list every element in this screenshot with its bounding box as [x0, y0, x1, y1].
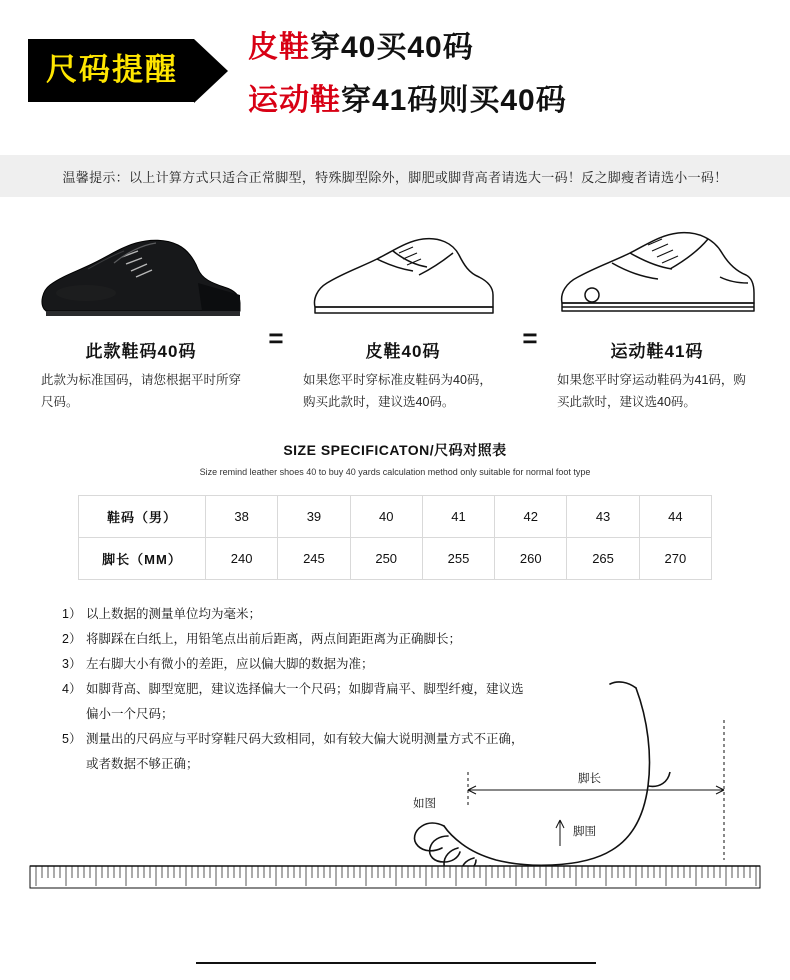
note-number: 4） — [62, 681, 82, 696]
leather-shoe-outline-icon — [296, 215, 510, 325]
headline-sport — [248, 75, 567, 119]
spec-subtitle: Size remind leather shoes 40 to buy 40 yards calculation method only suitable for normal foot type — [199, 466, 591, 477]
foot-diagram-label-length: 脚长 — [578, 773, 601, 785]
size-reminder-tag-label: 尺码提醒 — [28, 39, 194, 101]
note-number: 3） — [62, 656, 82, 671]
size-reminder-tag — [28, 39, 194, 101]
note-text: 测量出的尺码应与平时穿鞋尺码大致相同，如有较大偏大说明测量方式不正确， — [86, 731, 524, 746]
table-row — [79, 495, 712, 537]
header-banner — [0, 0, 790, 155]
table-cell: 44 — [639, 495, 711, 537]
note-number: 2） — [62, 631, 82, 646]
size-table — [78, 495, 712, 580]
note-text: 将脚踩在白纸上，用铅笔点出前后距离，两点间距距离为正确脚长； — [86, 631, 462, 646]
tag-arrow-icon — [194, 39, 228, 103]
note-item — [62, 627, 790, 652]
headline-sport-black: 穿41码则买40码 — [341, 84, 567, 117]
headline-sport-red: 运动鞋 — [248, 84, 341, 117]
table-cell: 270 — [639, 537, 711, 579]
table-cell: 245 — [278, 537, 350, 579]
table-cell: 250 — [350, 537, 422, 579]
table-cell: 41 — [422, 495, 494, 537]
note-text: 左右脚大小有微小的差距，应以偏大脚的数据为准； — [86, 656, 374, 671]
table-cell: 240 — [206, 537, 278, 579]
foot-diagram-label-width: 脚围 — [573, 826, 596, 838]
table-cell: 42 — [495, 495, 567, 537]
warm-tip-strip: 温馨提示：以上计算方式只适合正常脚型，特殊脚型除外，脚肥或脚背高者请选大一码！反之脚瘦者请选小一码！ — [0, 155, 790, 197]
table-row-header: 脚长（MM） — [79, 537, 206, 579]
note-number: 1） — [62, 606, 82, 621]
comparison-desc-this-shoe: 此款为标准国码，请您根据平时所穿尺码。 — [41, 373, 242, 409]
table-cell: 265 — [567, 537, 639, 579]
note-subtext: 偏小一个尺码； — [86, 706, 174, 721]
note-number: 5） — [62, 731, 82, 746]
note-subtext: 或者数据不够正确； — [86, 756, 199, 771]
comparison-desc-sport: 如果您平时穿运动鞋码为41码，购买此款时，建议选40码。 — [557, 373, 746, 409]
size-table-wrap — [0, 477, 790, 580]
bottom-divider — [196, 962, 596, 964]
note-item — [62, 602, 790, 627]
headline-leather — [248, 22, 567, 66]
headline-leather-red: 皮鞋 — [248, 31, 310, 64]
table-cell: 43 — [567, 495, 639, 537]
note-item — [62, 677, 790, 702]
foot-diagram-label-ruler: 如图 — [413, 798, 436, 810]
headline-group — [248, 22, 567, 119]
table-cell: 39 — [278, 495, 350, 537]
comparison-column-leather — [296, 215, 510, 414]
note-item — [62, 727, 790, 752]
comparison-column-this-shoe — [26, 215, 256, 414]
equals-sign-2: = — [522, 323, 538, 353]
table-cell: 260 — [495, 537, 567, 579]
comparison-caption-sport: 运动鞋41码 — [610, 342, 704, 361]
spec-title: SIZE SPECIFICATON/尺码对照表 — [283, 441, 507, 458]
dress-shoe-photo-icon — [26, 215, 256, 325]
measurement-notes — [0, 580, 790, 777]
headline-leather-black: 穿40买40码 — [310, 31, 474, 64]
table-cell: 255 — [422, 537, 494, 579]
sport-shoe-outline-icon — [550, 215, 764, 325]
comparison-caption-this-shoe: 此款鞋码40码 — [85, 342, 197, 361]
table-row-header: 鞋码（男） — [79, 495, 206, 537]
table-cell: 40 — [350, 495, 422, 537]
comparison-caption-leather: 皮鞋40码 — [365, 342, 441, 361]
equals-sign-1: = — [268, 323, 284, 353]
note-text: 如脚背高、脚型宽肥，建议选择偏大一个尺码；如脚背扁平、脚型纤瘦，建议选 — [86, 681, 524, 696]
comparison-row — [0, 197, 790, 414]
table-row — [79, 537, 712, 579]
header-banner-inner — [0, 22, 790, 119]
note-item — [62, 652, 790, 677]
note-text: 以上数据的测量单位均为毫米； — [86, 606, 262, 621]
table-cell: 38 — [206, 495, 278, 537]
comparison-desc-leather: 如果您平时穿标准皮鞋码为40码，购买此款时，建议选40码。 — [303, 373, 492, 409]
comparison-column-sport — [550, 215, 764, 414]
